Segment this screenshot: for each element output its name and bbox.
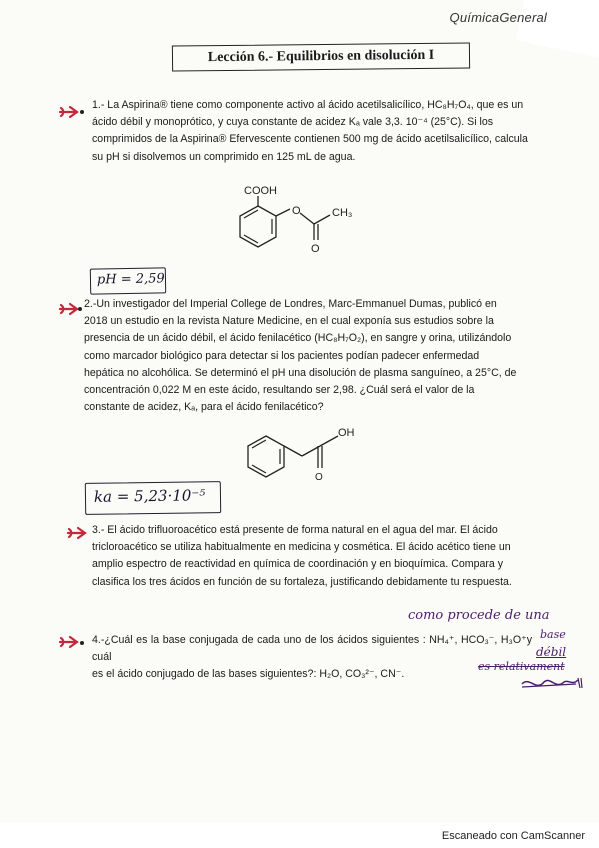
- course-title: QuímicaGeneral: [449, 10, 547, 25]
- q1-line-3: comprimidos de la Aspirina® Efervescente contienen 500 mg de ácido acetilsalicílico, calcula: [92, 133, 528, 146]
- cooh-label: COOH: [244, 185, 277, 197]
- svg-text:O: O: [311, 243, 320, 255]
- bullet-dot: [80, 110, 84, 114]
- q2-line-4: como marcador biológico para detectar si los pacientes podían padecer enfermedad: [84, 349, 480, 362]
- lesson-title-box: [172, 42, 470, 71]
- q2-line-7: constante de acidez, Kₐ, para el ácido fenilacético?: [84, 401, 324, 414]
- struck-annotation: es relativament: [478, 660, 565, 673]
- ch3-label: CH₃: [332, 207, 353, 219]
- q4-line-2: es el ácido conjugado de las bases siguientes?: H₂O, CO₃²⁻, CN⁻.: [92, 668, 405, 681]
- answer-q2: ka = 5,23·10⁻⁵: [93, 486, 206, 506]
- answer-q1: pH = 2,59: [96, 271, 165, 288]
- q2-line-1: 2.-Un investigador del Imperial College de Londres, Marc-Emmanuel Dumas, publicó en: [84, 298, 497, 310]
- answer-box-q1: [90, 267, 166, 294]
- page-corner: [516, 0, 599, 59]
- handwritten-annotation: como procede de una: [408, 608, 550, 623]
- q2-line-5: hepática no alcohólica. Se determinó el pH una disolución de plasma sanguíneo, a 25°C, de: [84, 366, 517, 379]
- q2-line-2: 2018 un estudio en la revista Nature Medicine, en el cual exponía sus estudios sobre la: [84, 315, 494, 328]
- oh-label: OH: [338, 427, 355, 439]
- bullet-dot: [78, 307, 82, 311]
- bleed-through-text: [270, 738, 420, 768]
- svg-text:O: O: [292, 205, 301, 217]
- q1-line-1: 1.- La Aspirina® tiene como componente activo al ácido acetilsalicílico, HC₈H₇O₄, que es un: [92, 99, 524, 111]
- q3-line-3: amplio espectro de reactividad en química de coordinación y en bioquímica. Compara y: [92, 558, 504, 571]
- q2-line-3: presencia de un ácido débil, el ácido fenilacético (HC₈H₇O₂), en sangre y orina, utilizándolo: [84, 332, 512, 345]
- bullet-dot: [80, 641, 84, 645]
- q1-line-2: ácido débil y monoprótico, y cuya constante de acidez Kₐ vale 3,3. 10⁻⁴ (25°C). Si los: [92, 116, 494, 129]
- handwritten-annotation: base: [540, 628, 566, 641]
- svg-text:O: O: [315, 472, 323, 482]
- answer-box-q2: [85, 481, 221, 515]
- lesson-title: Lección 6.- Equilibrios en disolución I: [207, 47, 435, 66]
- question-1: [92, 97, 532, 166]
- scanner-footer: Escaneado con CamScanner: [441, 830, 585, 842]
- q2-line-6: concentración 0,022 M en este ácido, resultando ser 2,98. ¿Cuál será el valor de la: [84, 384, 475, 397]
- question-2: [84, 296, 532, 416]
- q4-line-1: 4.-¿Cuál es la base conjugada de cada uno de los ácidos siguientes : NH₄⁺, HCO₃⁻, H₃O⁺y cuál: [92, 634, 532, 664]
- scribble-mark: [520, 674, 584, 696]
- red-arrow-icon: [66, 525, 92, 541]
- q3-line-2: tricloroacético se utiliza habitualmente en medicina y cosmética. El ácido acético tiene un: [92, 541, 511, 554]
- handwritten-annotation: débil: [536, 645, 567, 659]
- q3-line-4: clasifica los tres ácidos en función de su fortaleza, justificando debidamente tu respuesta.: [92, 575, 512, 588]
- q1-line-4: su pH si disolvemos un comprimido en 125 mL de agua.: [92, 150, 356, 163]
- question-3: [92, 522, 532, 591]
- question-4: [92, 632, 532, 684]
- q3-line-1: 3.- El ácido trifluoroacético está presente de forma natural en el agua del mar. El ácido: [92, 524, 498, 536]
